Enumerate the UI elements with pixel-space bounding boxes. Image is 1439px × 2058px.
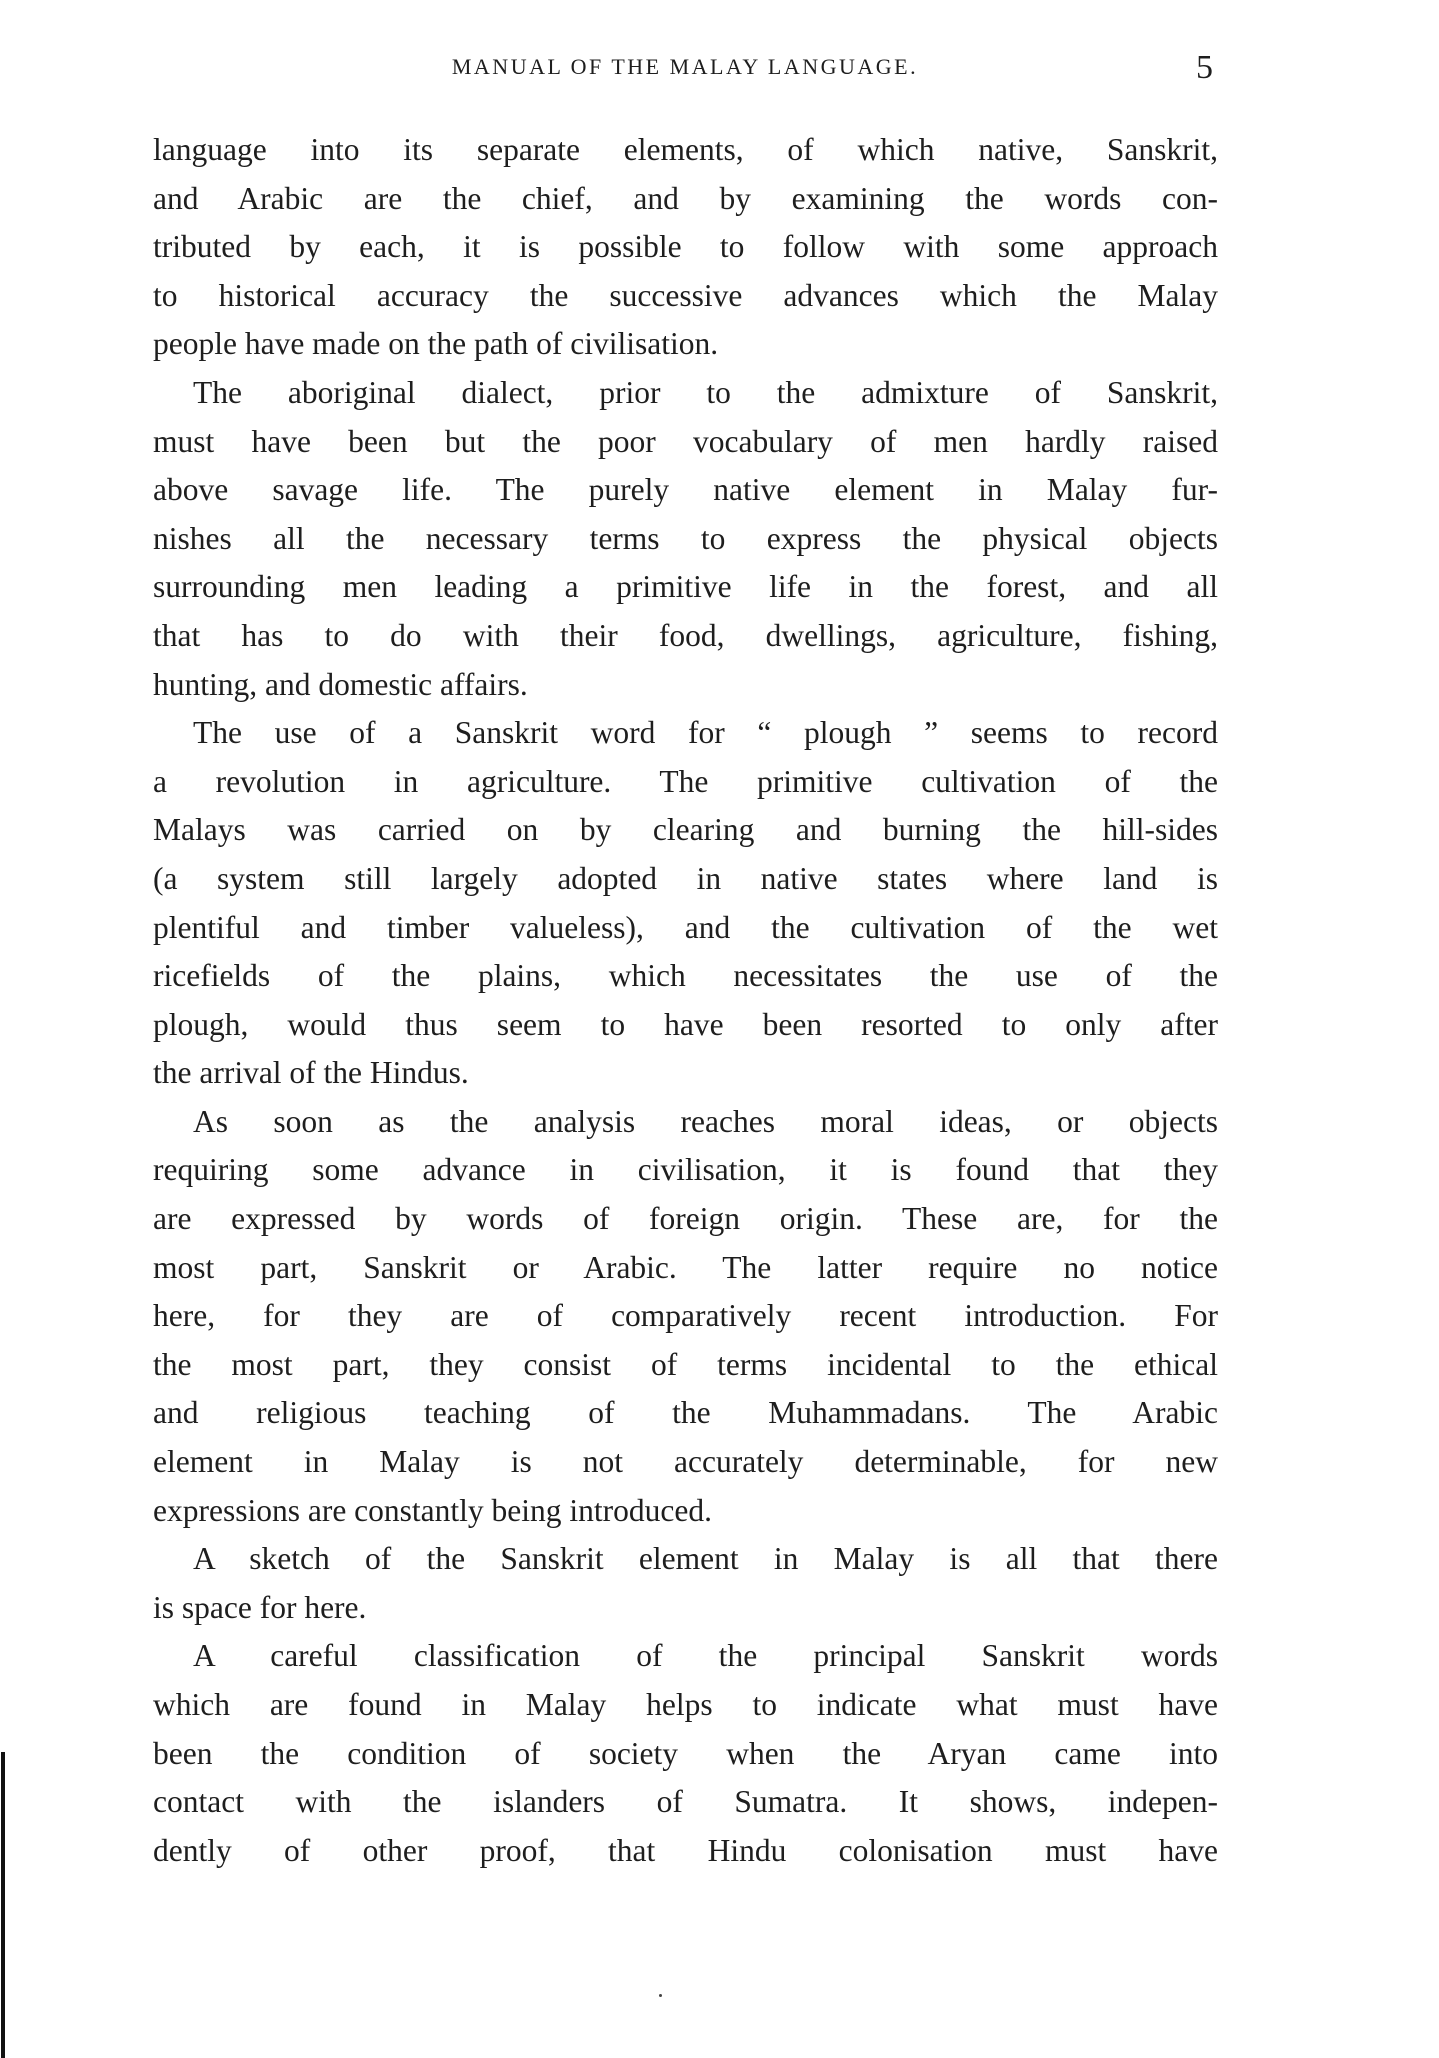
text-line: The use of a Sanskrit word for “ plough ” seems to record [193, 715, 1218, 751]
text-line: and religious teaching of the Muhammadans. The Arabic [153, 1395, 1218, 1431]
text-line: a revolution in agriculture. The primitive cultivation of the [153, 763, 1218, 799]
paragraph [153, 709, 1218, 1098]
scan-edge-shadow [1, 1752, 5, 2058]
paragraph [153, 1098, 1218, 1535]
text-line: language into its separate elements, of which native, Sanskrit, [153, 132, 1218, 167]
text-line: here, for they are of comparatively recent introduction. For [153, 1298, 1218, 1334]
text-line: plentiful and timber valueless), and the cultivation of the wet [153, 909, 1218, 945]
text-line: tributed by each, it is possible to follow with some approach [153, 229, 1218, 265]
text-line: the arrival of the Hindus. [153, 1055, 469, 1091]
text-line: plough, would thus seem to have been resorted to only after [153, 1006, 1218, 1042]
text-line: A sketch of the Sanskrit element in Malay is all that there [193, 1541, 1218, 1577]
text-line: are expressed by words of foreign origin. These are, for the [153, 1201, 1218, 1237]
scan-speck [659, 1994, 662, 1997]
text-line: which are found in Malay helps to indicate what must have [153, 1687, 1218, 1722]
text-line: above savage life. The purely native element in Malay fur- [153, 472, 1218, 508]
text-line: dently of other proof, that Hindu colonisation must have [153, 1832, 1218, 1868]
paragraph [153, 369, 1218, 709]
text-line: that has to do with their food, dwellings, agriculture, fishing, [153, 617, 1218, 653]
paragraph [153, 1632, 1218, 1875]
text-line: is space for here. [153, 1589, 367, 1625]
paragraph [153, 126, 1218, 369]
page-number: 5 [1196, 49, 1213, 86]
text-line: expressions are constantly being introduced. [153, 1492, 712, 1528]
text-line: Malays was carried on by clearing and burning the hill-sides [153, 812, 1218, 848]
text-line: As soon as the analysis reaches moral ideas, or objects [193, 1103, 1218, 1139]
text-line: most part, Sanskrit or Arabic. The latter require no notice [153, 1249, 1218, 1285]
text-line: hunting, and domestic affairs. [153, 666, 528, 702]
body-text [153, 126, 1218, 1875]
text-line: The aboriginal dialect, prior to the admixture of Sanskrit, [193, 374, 1218, 410]
text-line: must have been but the poor vocabulary of men hardly raised [153, 423, 1218, 459]
text-line: contact with the islanders of Sumatra. It shows, indepen- [153, 1784, 1218, 1820]
text-line: been the condition of society when the Aryan came into [153, 1735, 1218, 1771]
text-line: people have made on the path of civilisation. [153, 326, 719, 362]
text-line: ricefields of the plains, which necessitates the use of the [153, 958, 1218, 994]
text-line: element in Malay is not accurately determinable, for new [153, 1444, 1218, 1480]
text-line: nishes all the necessary terms to express the physical objects [153, 520, 1218, 556]
text-line: requiring some advance in civilisation, it is found that they [153, 1152, 1218, 1188]
text-line: surrounding men leading a primitive life in the forest, and all [153, 569, 1218, 605]
running-title: MANUAL OF THE MALAY LANGUAGE. [451, 54, 919, 79]
text-line: and Arabic are the chief, and by examining the words con- [153, 180, 1218, 216]
text-line: A careful classification of the principal Sanskrit words [193, 1638, 1218, 1674]
paragraph [153, 1535, 1218, 1632]
text-line: the most part, they consist of terms incidental to the ethical [153, 1346, 1218, 1382]
text-line: to historical accuracy the successive advances which the Malay [153, 277, 1218, 313]
text-line: (a system still largely adopted in native states where land is [153, 860, 1218, 896]
